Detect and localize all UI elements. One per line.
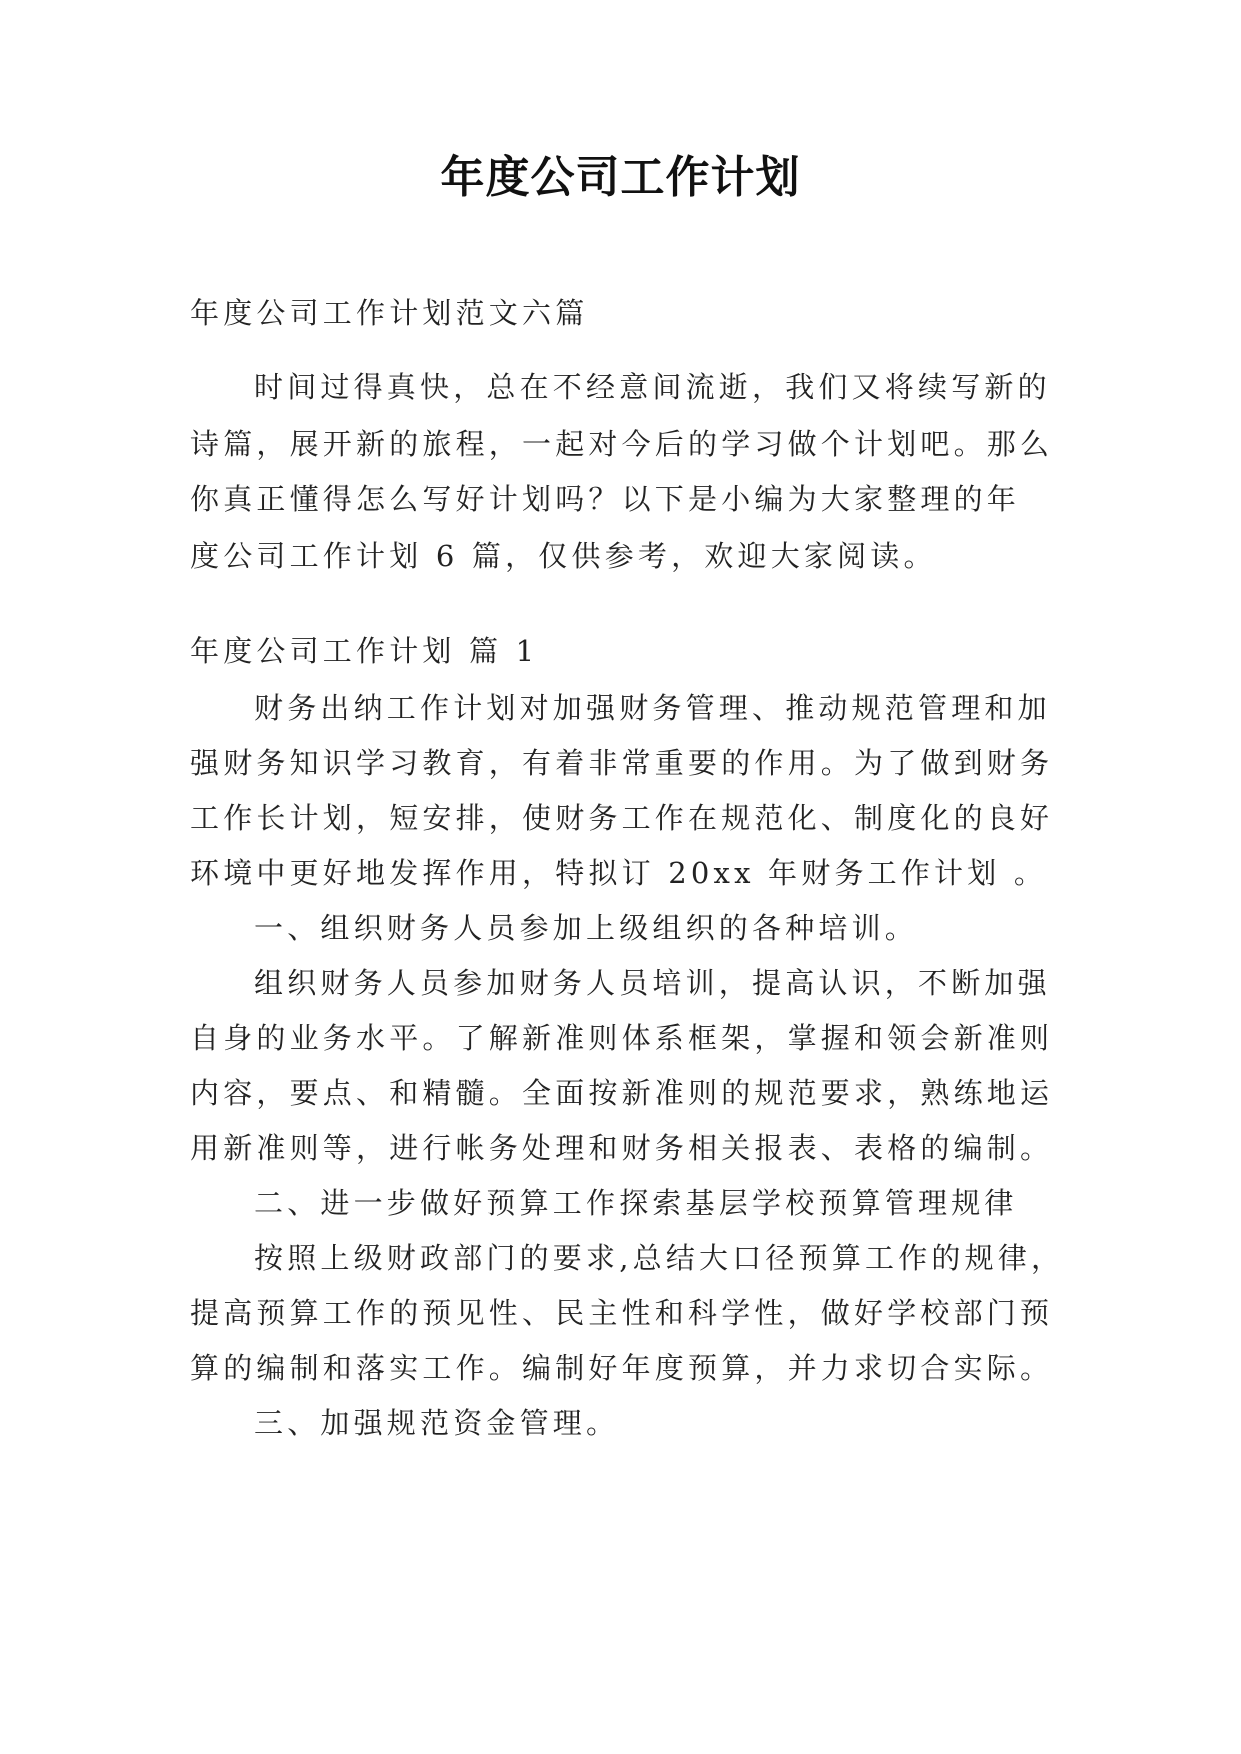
document-subtitle: 年度公司工作计划范文六篇 bbox=[190, 296, 589, 330]
section-point-heading: 二、进一步做好预算工作探索基层学校预算管理规律 bbox=[254, 1186, 1018, 1220]
body-line: 按照上级财政部门的要求,总结大口径预算工作的规律， bbox=[254, 1241, 1065, 1275]
section-point-heading: 三、加强规范资金管理。 bbox=[254, 1406, 620, 1440]
body-line: 算的编制和落实工作。编制好年度预算，并力求切合实际。 bbox=[190, 1351, 1054, 1385]
body-line: 财务出纳工作计划对加强财务管理、推动规范管理和加 bbox=[254, 691, 1051, 725]
body-line: 组织财务人员参加财务人员培训，提高认识，不断加强 bbox=[254, 966, 1051, 1000]
body-line: 自身的业务水平。了解新准则体系框架，掌握和领会新准则 bbox=[190, 1021, 1054, 1055]
body-line: 强财务知识学习教育，有着非常重要的作用。为了做到财务 bbox=[190, 746, 1054, 780]
section-point-heading: 一、组织财务人员参加上级组织的各种培训。 bbox=[254, 911, 919, 945]
document-title: 年度公司工作计划 bbox=[440, 152, 801, 203]
intro-line: 你真正懂得怎么写好计划吗？以下是小编为大家整理的年 bbox=[190, 482, 1021, 516]
intro-line: 时间过得真快，总在不经意间流逝，我们又将续写新的 bbox=[254, 370, 1051, 404]
body-line: 内容，要点、和精髓。全面按新准则的规范要求，熟练地运 bbox=[190, 1076, 1054, 1110]
intro-line: 诗篇，展开新的旅程，一起对今后的学习做个计划吧。那么 bbox=[190, 427, 1054, 461]
section-heading: 年度公司工作计划 篇 1 bbox=[190, 634, 539, 668]
body-line: 用新准则等，进行帐务处理和财务相关报表、表格的编制。 bbox=[190, 1131, 1054, 1165]
body-line: 工作长计划，短安排，使财务工作在规范化、制度化的良好 bbox=[190, 801, 1054, 835]
body-line: 环境中更好地发挥作用，特拟订 20xx 年财务工作计划 。 bbox=[190, 856, 1048, 890]
body-line: 提高预算工作的预见性、民主性和科学性，做好学校部门预 bbox=[190, 1296, 1054, 1330]
intro-line: 度公司工作计划 6 篇，仅供参考，欢迎大家阅读。 bbox=[190, 539, 937, 573]
